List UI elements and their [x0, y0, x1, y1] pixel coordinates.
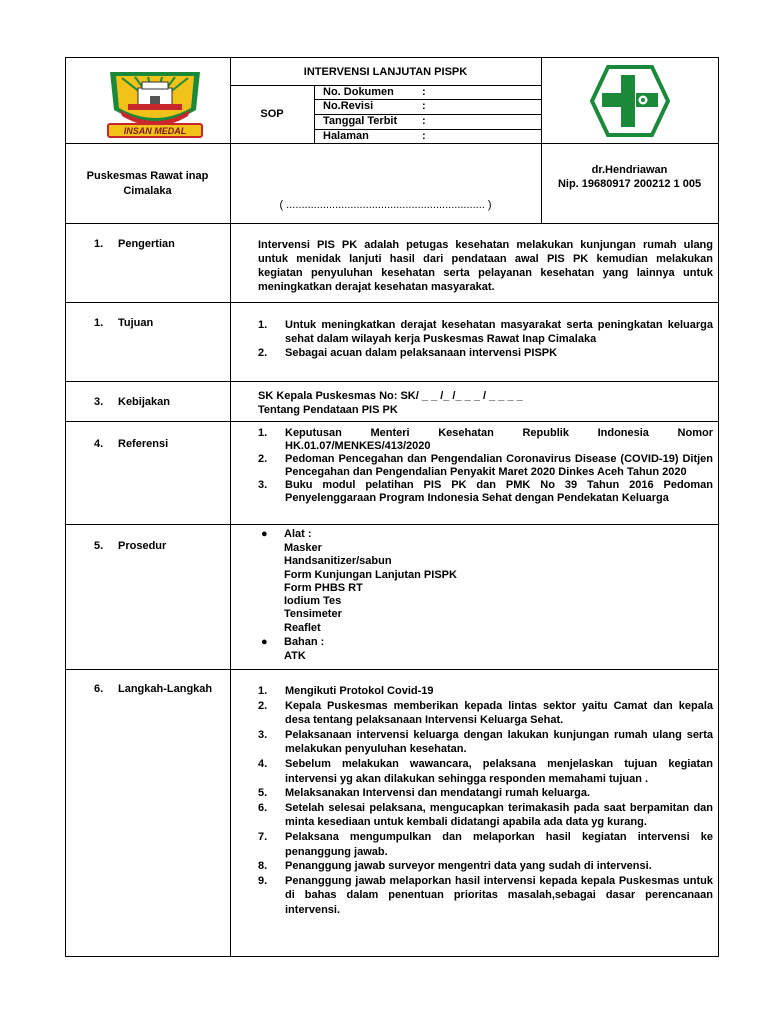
tujuan-list [258, 318, 713, 360]
section-divider-3 [65, 421, 719, 422]
list-item: Handsanitizer/sabun [284, 555, 392, 568]
table-border-top [65, 57, 719, 58]
list-item: 2. Sebagai acuan dalam pelaksanaan intervensi PISPK [258, 347, 558, 359]
referensi-list [258, 427, 713, 505]
list-item: Iodium Tes [284, 595, 342, 608]
section-number-kebijakan: 3. [94, 396, 104, 408]
logo-banner-text: INSAN MEDAL [123, 126, 187, 136]
pengertian-line: untuk menidak lanjuti hasil dari pendataan awal PIS PK kemudian melakukan [258, 253, 713, 265]
doc-field-sep-tanggal: : [422, 115, 426, 127]
list-item: Reaflet [284, 621, 321, 634]
doc-field-label-revisi: No.Revisi [323, 100, 374, 112]
table-border-bottom [65, 956, 719, 957]
prosedur-alat-list [284, 542, 584, 635]
list-item: 3. Pelaksanaan intervensi keluarga dengan lakukan kunjungan rumah ulang serta melakukan penyuluhan kesehatan. [258, 728, 713, 756]
doc-field-sep-revisi: : [422, 100, 426, 112]
section-label-kebijakan: Kebijakan [118, 396, 170, 408]
kebijakan-line2: Tentang Pendataan PIS PK [258, 404, 398, 416]
list-item: 2. Kepala Puskesmas memberikan kepada lintas sektor yaitu Camat dan kepala desa tentang pelaksanaan Intervensi Keluarga Sehat. [258, 699, 713, 727]
org-name-line1: Puskesmas Rawat inap [86, 170, 209, 182]
signature-line: ( ................................................................. ) [279, 199, 492, 211]
doc-field-label-halaman: Halaman [323, 130, 369, 142]
signatory-nip: Nip. 19680917 200212 1 005 [557, 178, 702, 190]
list-item: 9. Penanggung jawab melaporkan hasil intervensi kepada kepala Puskesmas untuk di bahas dalam penentuan prioritas masalah,sebagai dasar perencanaan intervensi. [258, 874, 713, 916]
table-border-right [718, 57, 719, 957]
prosedur-bahan-item: ATK [284, 650, 306, 662]
prosedur-alat-bullet: ● [261, 528, 268, 540]
pengertian-line: kegiatan penyuluhan kesehatan serta pelayanan kesehatan yang lainnya untuk [258, 267, 713, 279]
kabupaten-logo [100, 64, 210, 140]
list-item: Masker [284, 542, 322, 554]
section-number-pengertian: 1. [94, 238, 104, 250]
section-label-referensi: Referensi [118, 438, 169, 450]
doc-field-sep-halaman: : [422, 130, 426, 142]
header-row-divider [65, 143, 719, 144]
kebijakan-line1: SK Kepala Puskesmas No: SK/ _ _ /_ /_ _ _ / _ _ _ _ [258, 390, 523, 402]
doc-field-label-tanggal: Tanggal Terbit [323, 115, 398, 127]
list-item: 8. Penanggung jawab surveyor mengentri data yang sudah di intervensi. [258, 860, 652, 873]
puskesmas-cross-icon [602, 75, 658, 127]
section-label-divider [230, 223, 231, 957]
list-item: 2. Pedoman Pencegahan dan Pengendalian Coronavirus Disease (COVID-19) Ditjen Pencegahan dan Pengendalian Penyakit Maret 2020 Dinkes Aceh Tahun 2020 [258, 453, 713, 478]
section-number-tujuan: 1. [94, 317, 104, 329]
pengertian-text [258, 238, 713, 294]
section-label-langkah: Langkah-Langkah [118, 683, 213, 695]
section-divider-1 [65, 302, 719, 303]
section-number-prosedur: 5. [94, 540, 104, 552]
list-item: 4. Sebelum melakukan wawancara, pelaksana menjelaskan tujuan kegiatan intervensi yg akan dilakukan sehingga responden memahami tujuan . [258, 757, 713, 785]
list-item: 7. Pelaksana mengumpulkan dan melaporkan hasil kegiatan intervensi ke penanggung jawab. [258, 830, 713, 858]
section-label-pengertian: Pengertian [118, 238, 175, 250]
list-item: Tensimeter [284, 608, 342, 621]
langkah-list [258, 684, 713, 918]
list-item: 1. Untuk meningkatkan derajat kesehatan masyarakat serta peningkatan keluarga sehat dalam wilayah kerja Puskesmas Rawat Inap Cimalaka [258, 319, 713, 345]
header-bottom-line [65, 223, 719, 224]
section-label-tujuan: Tujuan [118, 317, 154, 329]
doc-field-label-dokumen: No. Dokumen [323, 86, 394, 98]
pengertian-line: meningkatkan derajat kesehatan masyarakat. [258, 281, 495, 293]
pengertian-line: Intervensi PIS PK adalah petugas kesehatan melakukan kunjungan rumah ulang [258, 239, 713, 251]
header-divider-right [541, 57, 542, 224]
puskesmas-logo [588, 63, 672, 139]
prosedur-alat-label: Alat : [284, 528, 312, 540]
list-item: Form Kunjungan Lanjutan PISPK [284, 568, 457, 581]
section-number-langkah: 6. [94, 683, 104, 695]
section-label-prosedur: Prosedur [118, 540, 167, 552]
doc-field-sep-dokumen: : [422, 86, 426, 98]
list-item: 6. Setelah selesai pelaksana, mengucapkan terimakasih pada saat berpamitan dan minta kesediaan untuk kembali didatangi apabila ada data yg kurang. [258, 801, 713, 829]
section-divider-4 [65, 524, 719, 525]
sop-label: SOP [260, 108, 284, 120]
section-divider-5 [65, 669, 719, 670]
prosedur-bahan-label: Bahan : [284, 636, 325, 648]
prosedur-bahan-bullet: ● [261, 636, 268, 648]
list-item: 1. Mengikuti Protokol Covid-19 [258, 685, 434, 697]
section-divider-2 [65, 381, 719, 382]
list-item: 3. Buku modul pelatihan PIS PK dan PMK No 39 Tahun 2016 Pedoman Penyelenggaraan Program Indonesia Sehat dengan Pendekatan Keluarga [258, 479, 713, 504]
signatory-name: dr.Hendriawan [591, 164, 668, 176]
list-item: Form PHBS RT [284, 581, 363, 594]
list-item: 1. Keputusan Menteri Kesehatan Republik Indonesia Nomor HK.01.07/MENKES/413/2020 [258, 427, 713, 452]
org-name-line2: Cimalaka [123, 185, 172, 197]
puskesmas-emblem-icon [638, 95, 648, 105]
list-item: 5. Melaksanakan Intervensi dan mendatangi rumah keluarga. [258, 787, 591, 800]
section-number-referensi: 4. [94, 438, 104, 450]
document-title: INTERVENSI LANJUTAN PISPK [303, 66, 468, 78]
